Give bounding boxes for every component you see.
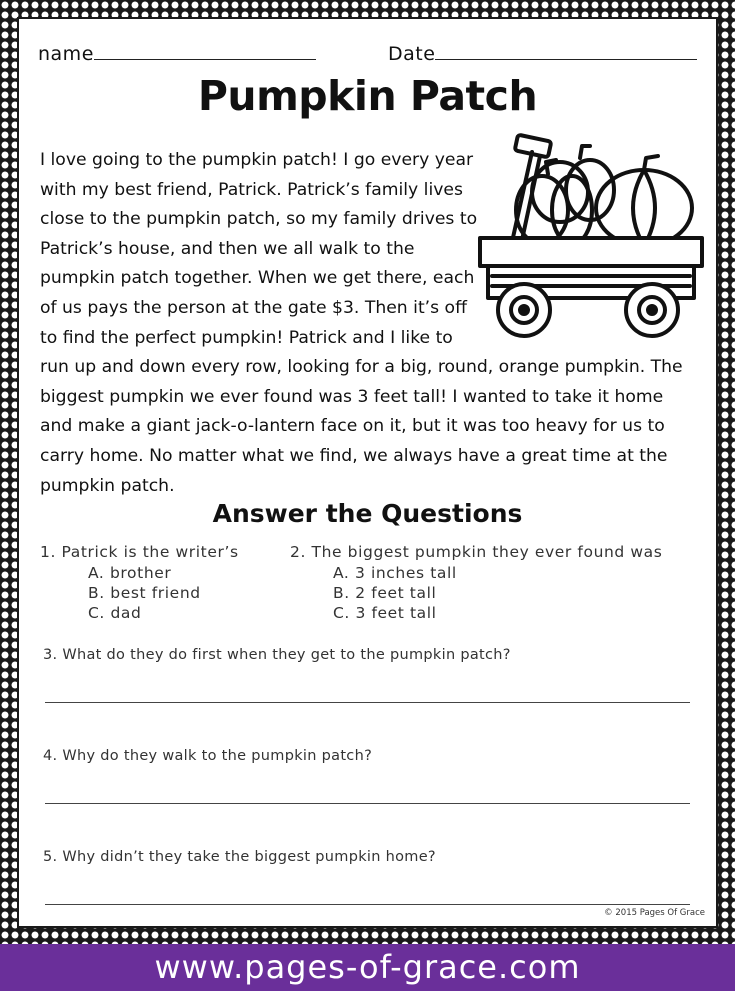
answer-line-5[interactable]	[45, 904, 690, 905]
date-label: Date	[388, 43, 436, 65]
answer-line-3[interactable]	[45, 702, 690, 703]
question-2: 2. The biggest pumpkin they ever found was	[290, 543, 663, 561]
reading-passage	[40, 146, 700, 501]
name-label: name	[38, 43, 94, 65]
answer-line-4[interactable]	[45, 803, 690, 804]
q2-option-c[interactable]: C. 3 feet tall	[333, 604, 437, 622]
page-title: Pumpkin Patch	[197, 72, 538, 120]
passage-text: I love going to the pumpkin patch! I go every year with my best friend, Patrick. Patrick’s family lives close to the pumpkin patch, so my family drives to Patrick’s house, and then we all walk to the pumpkin patch together. When we get there, each of us pays the person at the gate $3. Then it’s off to find the perfect pumpkin! Patrick and I like to run up and down every row, looking for a big, round, orange pumpkin. The biggest pumpkin we ever found was 3 feet tall! I wanted to take it home and make a giant jack-o-lantern face on it, but it was too heavy for us to carry home. No matter what we find, we always have a great time at the pumpkin patch.	[40, 150, 683, 496]
image-spacer	[478, 146, 700, 346]
question-5: 5. Why didn’t they take the biggest pumpkin home?	[43, 849, 436, 865]
questions-title: Answer the Questions	[212, 499, 523, 528]
copyright-notice: © 2015 Pages Of Grace	[604, 908, 705, 918]
q1-option-b[interactable]: B. best friend	[88, 584, 201, 602]
footer-banner	[0, 944, 735, 991]
date-blank[interactable]	[435, 43, 697, 60]
name-field[interactable]	[38, 43, 316, 65]
date-field[interactable]	[388, 43, 697, 65]
q2-option-b[interactable]: B. 2 feet tall	[333, 584, 437, 602]
q1-option-a[interactable]: A. brother	[88, 564, 172, 582]
question-3: 3. What do they do first when they get to the pumpkin patch?	[43, 647, 511, 663]
name-blank[interactable]	[94, 43, 316, 60]
q2-option-a[interactable]: A. 3 inches tall	[333, 564, 457, 582]
question-4: 4. Why do they walk to the pumpkin patch?	[43, 748, 373, 764]
question-1: 1. Patrick is the writer’s	[40, 543, 239, 561]
footer-url[interactable]: www.pages-of-grace.com	[154, 948, 581, 986]
q1-option-c[interactable]: C. dad	[88, 604, 142, 622]
